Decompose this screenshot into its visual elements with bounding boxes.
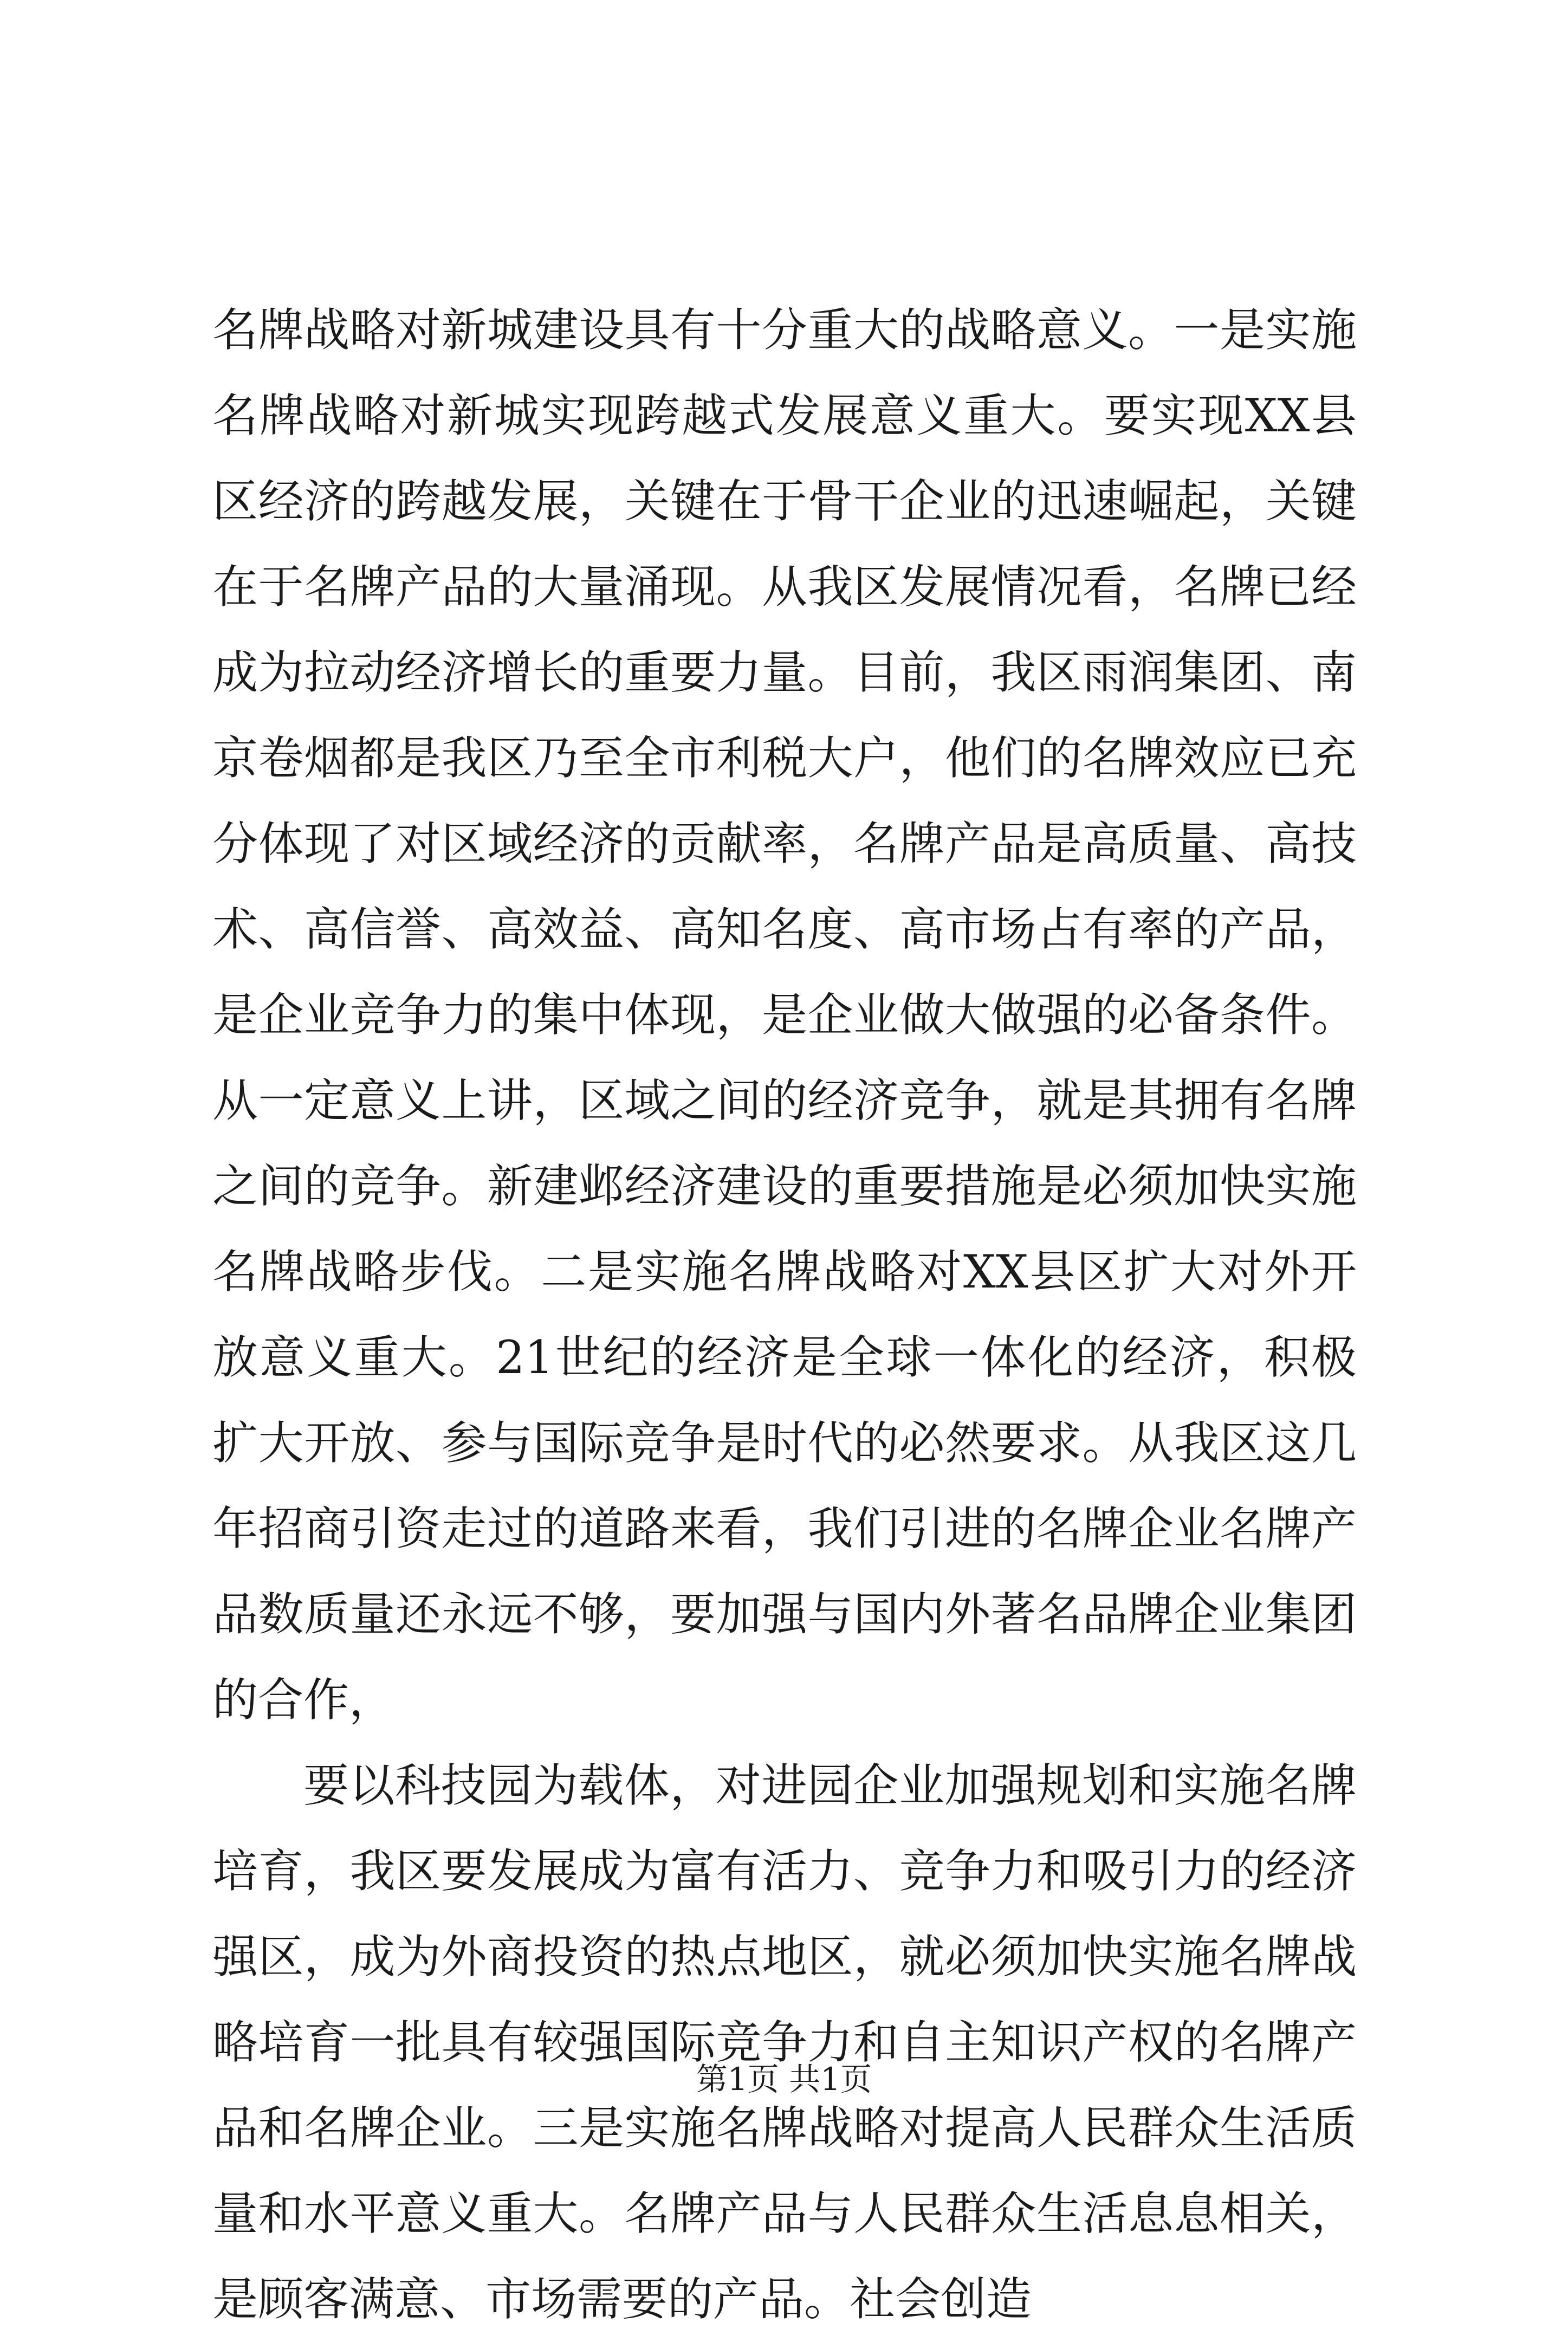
document-body xyxy=(212,287,1357,2342)
page-footer: 第1页 共1页 xyxy=(696,2061,872,2098)
paragraph-2: 要以科技园为载体，对进园企业加强规划和实施名牌培育，我区要发展成为富有活力、竞争力和吸引力的经济强区，成为外商投资的热点地区，就必须加快实施名牌战略培育一批具有较强国际竞争力和自主知识产权的名牌产品和名牌企业。三是实施名牌战略对提高人民群众生活质量和水平意义重大。名牌产品与人民群众生活息息相关，是顾客满意、市场需要的产品。社会创造 xyxy=(212,1759,1357,2326)
paragraph-1: 名牌战略对新城建设具有十分重大的战略意义。一是实施名牌战略对新城实现跨越式发展意义重大。要实现XX县区经济的跨越发展，关键在于骨干企业的迅速崛起，关键在于名牌产品的大量涌现。从我区发展情况看，名牌已经成为拉动经济增长的重要力量。目前，我区雨润集团、南京卷烟都是我区乃至全市利税大户，他们的名牌效应已充分体现了对区域经济的贡献率，名牌产品是高质量、高技术、高信誉、高效益、高知名度、高市场占有率的产品，是企业竞争力的集中体现，是企业做大做强的必备条件。从一定意义上讲，区域之间的经济竞争，就是其拥有名牌之间的竞争。新建邺经济建设的重要措施是必须加快实施名牌战略步伐。二是实施名牌战略对XX县区扩大对外开放意义重大。21世纪的经济是全球一体化的经济，积极扩大开放、参与国际竞争是时代的必然要求。从我区这几年招商引资走过的道路来看，我们引进的名牌企业名牌产品数质量还永远不够，要加强与国内外著名品牌企业集团的合作， xyxy=(212,303,1357,1726)
